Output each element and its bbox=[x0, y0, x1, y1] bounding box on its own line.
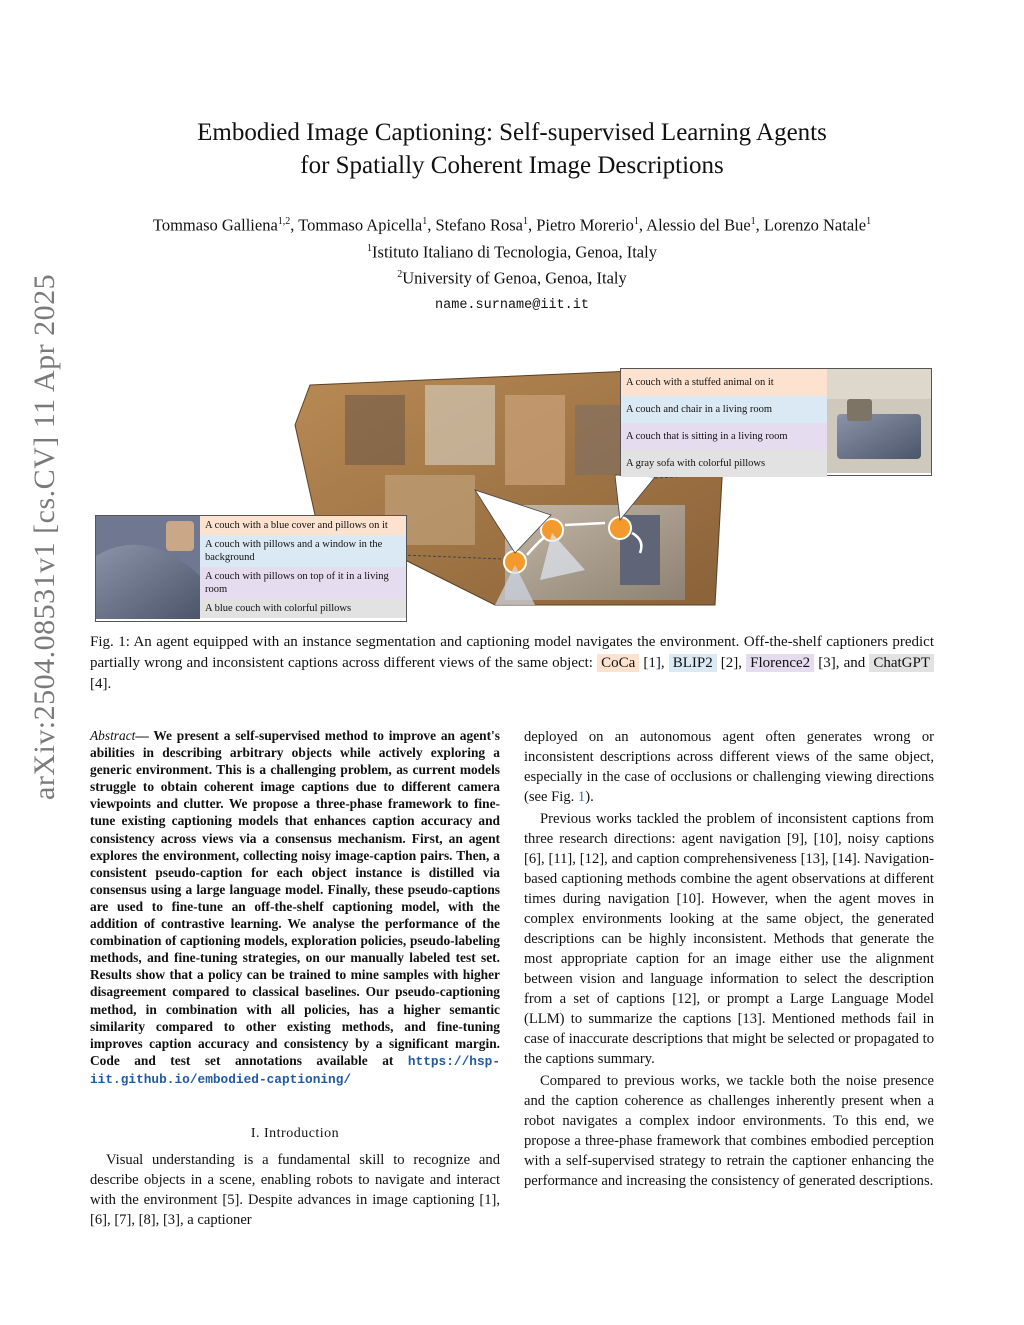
author-aff: 1,2 bbox=[277, 216, 291, 227]
tag-chatgpt: ChatGPT bbox=[869, 654, 934, 672]
paper-title bbox=[90, 116, 934, 182]
author-aff: 1 bbox=[633, 216, 639, 227]
caption-blip2-right: A couch and chair in a living room bbox=[621, 396, 827, 423]
author-name: Lorenzo Natale bbox=[763, 215, 867, 235]
tag-coca: CoCa bbox=[597, 654, 639, 672]
caption-florence2-left: A couch with pillows on top of it in a living room bbox=[200, 567, 406, 599]
right-paragraph-3: Compared to previous works, we tackle both the noise presence and the caption coherence as challenges inherently present when a robot navigates a complex indoor environments. To this end, we propose a three-phase framework that combines embodied perception with a self-supervised strategy to retrain the captioner enhancing the performance and increasing the consistency of generated descriptions. bbox=[524, 1073, 934, 1189]
author-aff: 1 bbox=[750, 216, 756, 227]
author-aff: 1 bbox=[866, 216, 872, 227]
right-paragraph-1: deployed on an autonomous agent often generates wrong or inconsistent descriptions across different views of the same object, especially in the case of occlusions or challenging viewing directions (see Fig. 1). bbox=[524, 729, 934, 805]
affiliation-2: $^2$University of Genoa, Genoa, Italy bbox=[397, 268, 627, 288]
author-email: name.surname@iit.it bbox=[435, 297, 589, 313]
couch-view-photo bbox=[96, 516, 200, 619]
tag-blip2: BLIP2 bbox=[669, 654, 717, 672]
author-list: Tommaso Galliena$^{1,2}$, Tommaso Apicella$^1$, Stefano Rosa$^1$, Pietro Morerio$^1$, Alessio del Bue$^1$, Lorenzo Natale$^1$ bbox=[152, 215, 872, 235]
title-line-2: for Spatially Coherent Image Descriptions bbox=[300, 152, 724, 179]
caption-coca-right: A couch with a stuffed animal on it bbox=[621, 369, 827, 396]
intro-column-left bbox=[90, 1150, 500, 1230]
intro-paragraph-1: Visual understanding is a fundamental skill to recognize and describe objects in a scene, enabling robots to navigate and interact with the environment [5]. Despite advances in image captioning [1], [6], [7], [8], [3], a captioner bbox=[90, 1152, 500, 1228]
arxiv-side-label: arXiv:2504.08531v1 [cs.CV] 11 Apr 2025 bbox=[28, 273, 61, 800]
caption-florence2-right: A couch that is sitting in a living room bbox=[621, 423, 827, 450]
right-callout bbox=[620, 368, 932, 476]
author-name: Alessio del Bue bbox=[646, 215, 751, 235]
author-name: Tommaso Apicella bbox=[298, 215, 423, 235]
room-block bbox=[345, 395, 405, 465]
abstract: Abstract— We present a self-supervised method to improve an agent's abilities in describing arbitrary objects while actively exploring a generic environment. This is a challenging problem, as current models struggle to obtain coherent image captions due to different camera viewpoints and clutter. We propose a three-phase framework to fine-tune existing captioning models that enhances caption accuracy and consistency across views via a consensus mechanism. First, an agent explores the environment, collecting noisy image-caption pairs. Then, a consistent pseudo-caption for each object instance is distilled via consensus using a large language model. Finally, these pseudo-captions are used to fine-tune an off-the-shelf captioning model, with the addition of contrastive learning. We analyse the performance of the combination of captioning models, exploration policies, pseudo-labeling methods, and fine-tuning strategies, on our manually labeled test set. Results show that a policy can be trained to mine samples with higher disagreement compared to classical baselines. Our pseudo-captioning method, in combination with all policies, has a higher semantic similarity compared to other existing methods, and fine-tuning improves caption accuracy and consistency by a significant margin. Code and test set annotations available at https://hsp-iit.github.io/embodied-captioning/ bbox=[90, 728, 500, 1087]
right-caption-list bbox=[621, 369, 827, 475]
caption-chatgpt-left: A blue couch with colorful pillows bbox=[200, 599, 406, 618]
abstract-body: We present a self-supervised method to improve an agent's abilities in describing arbitrary objects while actively exploring a generic environment. This is a challenging problem, as current models struggle to obtain coherent image captions due to different camera viewpoints and clutter. We propose a three-phase framework to fine-tune existing captioning models that enhances caption accuracy and consistency across views via a consensus mechanism. First, an agent explores the environment, collecting noisy image-caption pairs. Then, a consistent pseudo-caption for each object instance is distilled via consensus using a large language model. Finally, these pseudo-captions are used to fine-tune an off-the-shelf captioning model, with the addition of contrastive learning. We analyse the performance of the combination of captioning models, exploration policies, pseudo-labeling methods, and fine-tuning strategies, on our manually labeled test set. Results show that a policy can be trained to mine samples with higher disagreement compared to classical baselines. Our pseudo-captioning method, in combination with all policies, has a higher semantic similarity compared to other existing methods, and fine-tuning improves caption accuracy and consistency by a significant margin. Code and test set annotations available at bbox=[90, 728, 500, 1068]
affiliation-1: $^1$Istituto Italiano di Tecnologia, Genoa, Italy bbox=[367, 242, 657, 261]
caption-chatgpt-right: A gray sofa with colorful pillows bbox=[621, 450, 827, 477]
caption-blip2-left: A couch with pillows and a window in the background bbox=[200, 535, 406, 567]
author-name: Stefano Rosa bbox=[435, 215, 523, 235]
left-callout bbox=[95, 515, 407, 622]
left-caption-list bbox=[200, 516, 406, 621]
author-aff: 1 bbox=[422, 216, 428, 227]
right-column bbox=[524, 727, 934, 1191]
right-paragraph-2: Previous works tackled the problem of inconsistent captions from three research directions: agent navigation [9], [10], noisy captions [6], [11], [12], and caption comprehensiveness [13], [14]. Navigation-based captioning methods combine the agent observations at different times during navigation [10]. However, when the agent moves in complex environments looking at the same object, the generated descriptions can be highly inconsistent. Methods that generate the most appropriate caption for an image either use the alignment between vision and language information to select the description from a set of captions [12], or prompt a Large Language Model (LLM) to summarize the captions [13]. Mentioned methods fail in case of inaccurate descriptions that might be selected or propagated to the captions summary. bbox=[524, 811, 934, 1067]
room-block bbox=[425, 385, 495, 465]
author-name: Pietro Morerio bbox=[536, 215, 634, 235]
tag-florence2: Florence2 bbox=[746, 654, 814, 672]
abstract-label: Abstract bbox=[90, 728, 136, 743]
caption-coca-left: A couch with a blue cover and pillows on it bbox=[200, 516, 406, 535]
room-block bbox=[505, 395, 565, 485]
figure-1 bbox=[95, 365, 935, 625]
couch-view-photo-2 bbox=[827, 369, 931, 473]
section-heading-introduction: I. Introduction bbox=[250, 1126, 340, 1141]
title-line-1: Embodied Image Captioning: Self-supervised Learning Agents bbox=[197, 119, 827, 146]
author-name: Tommaso Galliena bbox=[152, 215, 278, 235]
code-link[interactable]: https://hsp-iit.github.io/embodied-captioning/ bbox=[90, 1053, 500, 1087]
fig-ref-link[interactable]: 1 bbox=[577, 789, 586, 805]
author-block bbox=[90, 210, 934, 317]
figure-caption: Fig. 1: An agent equipped with an instance segmentation and captioning model navigates the environment. Off-the-shelf captioners predict partially wrong and inconsistent captions across different views of the same object: CoCa [1], BLIP2 [2], Florence2 [3], and ChatGPT [4]. bbox=[90, 634, 934, 692]
author-aff: 1 bbox=[522, 216, 528, 227]
